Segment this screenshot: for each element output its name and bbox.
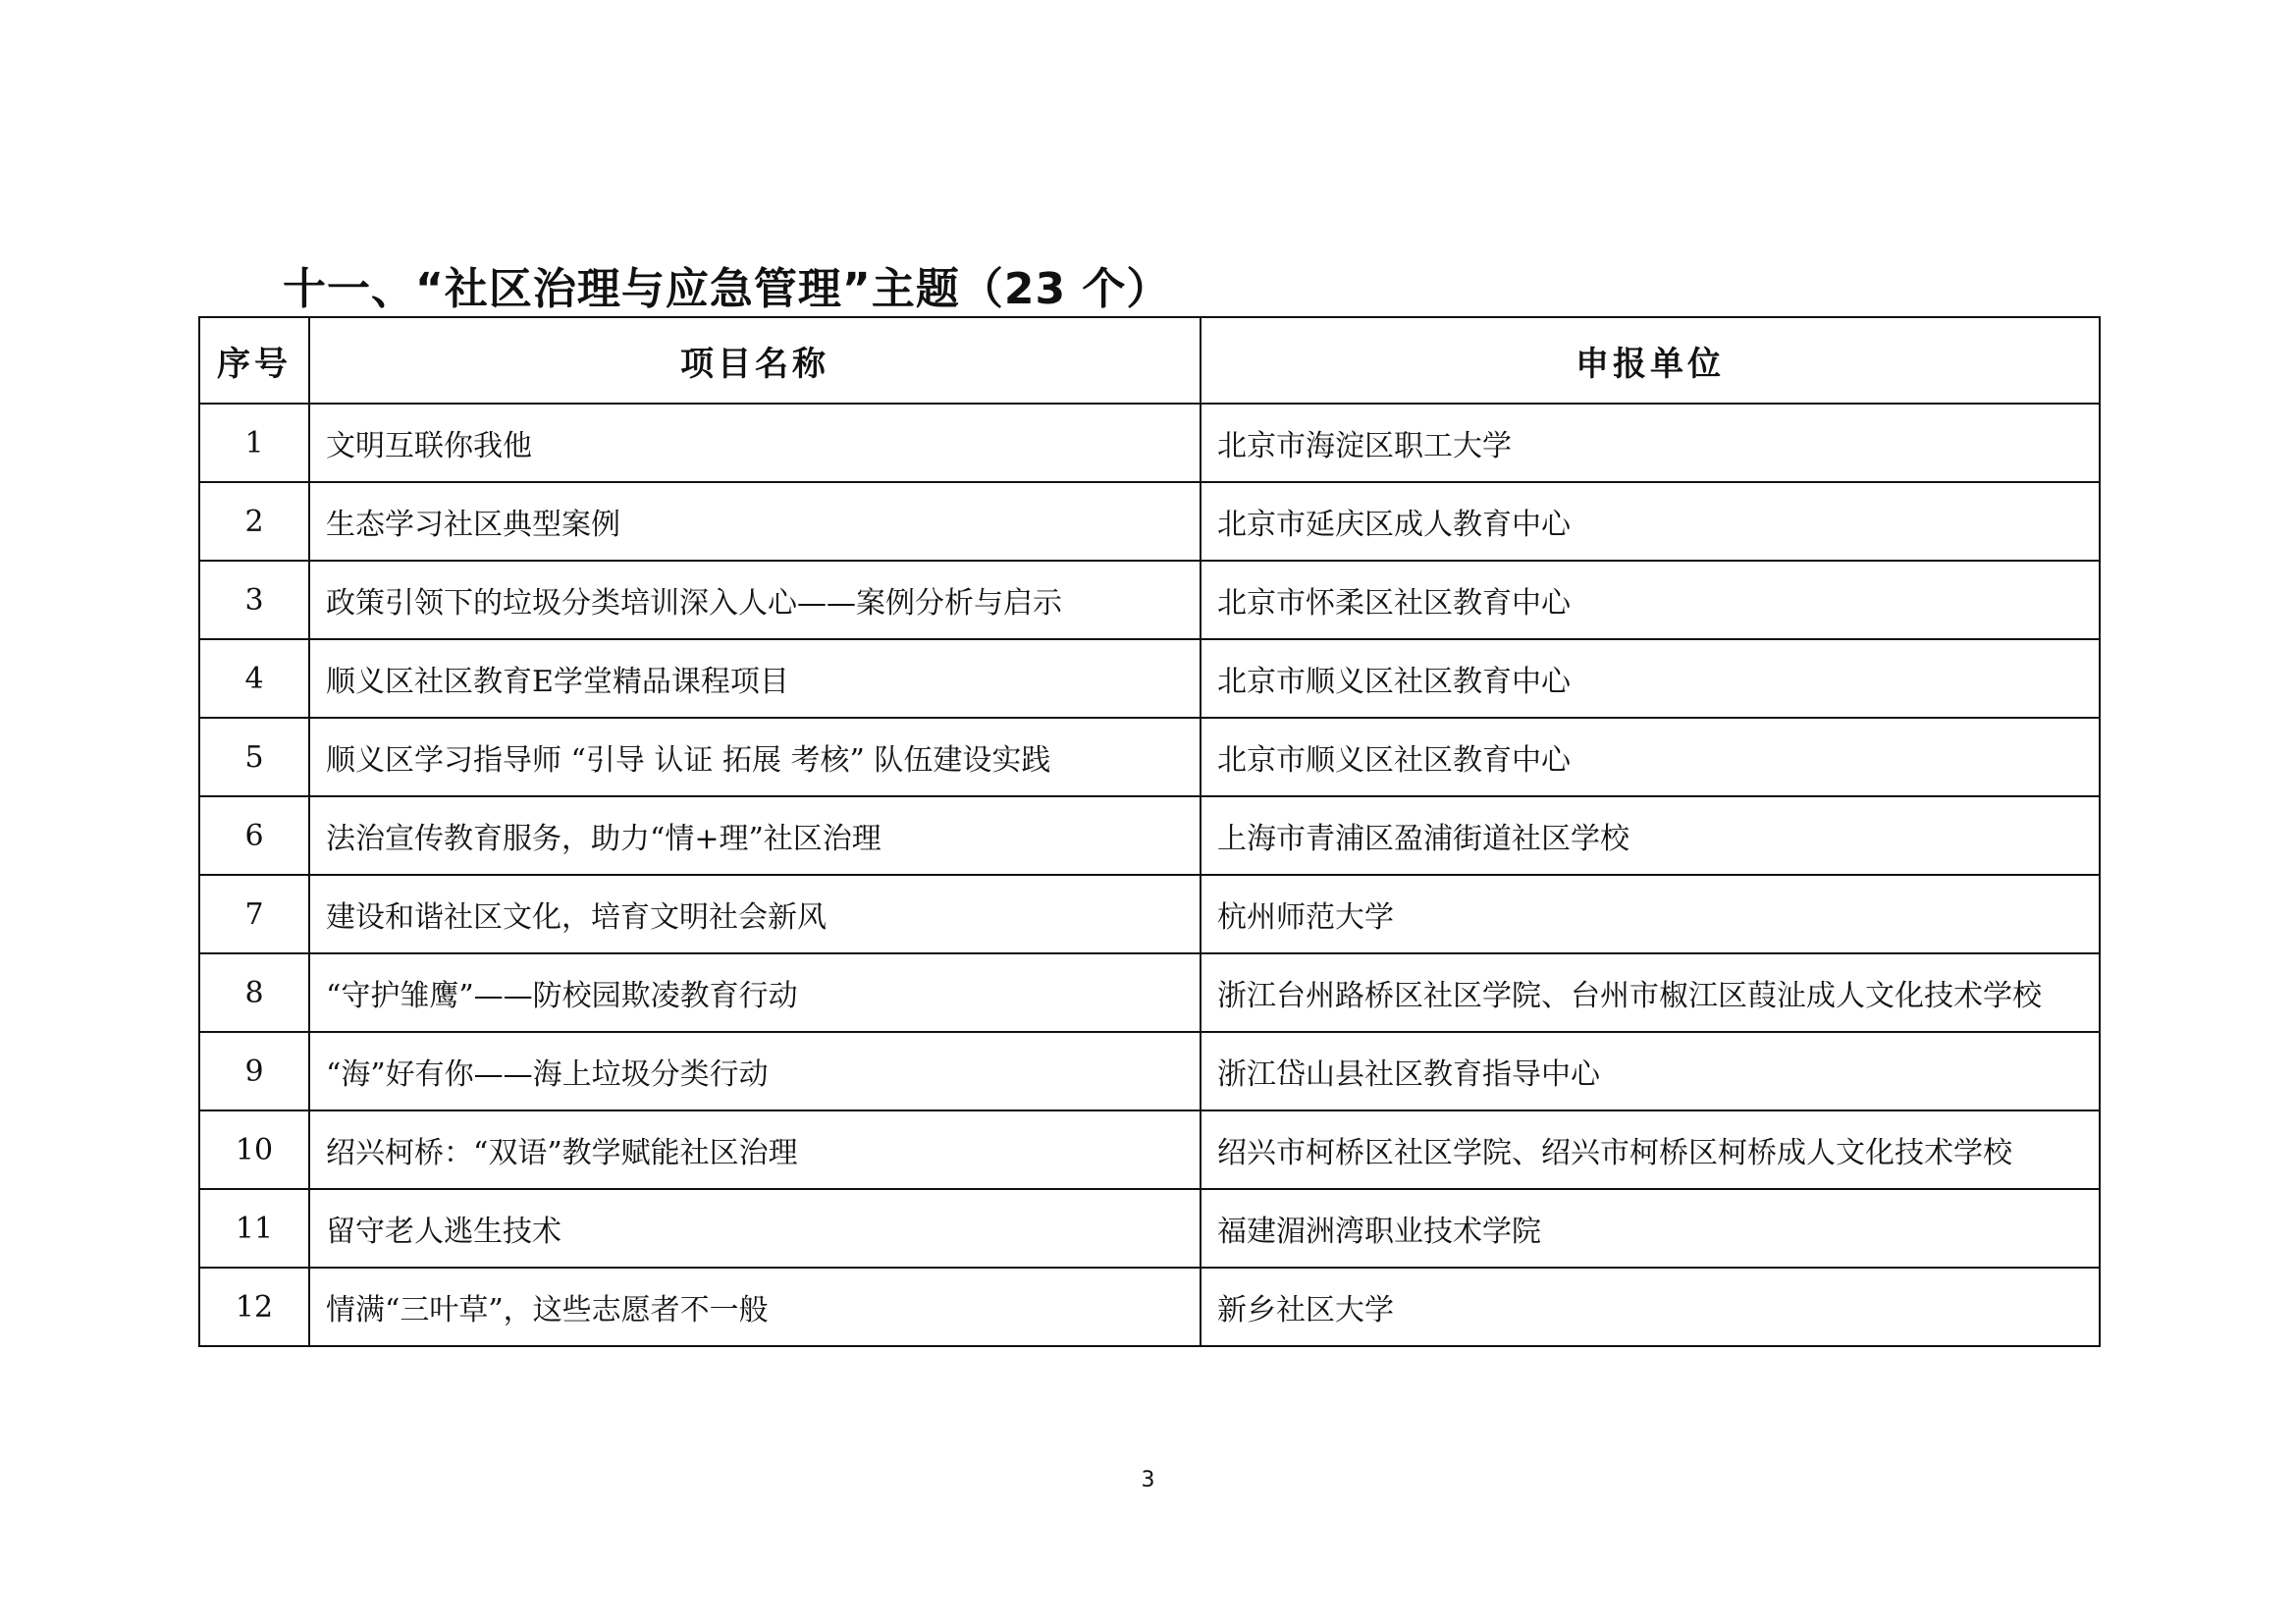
table-row: [199, 1189, 2100, 1268]
project-name: 顺义区社区教育E学堂精品课程项目: [309, 639, 1201, 718]
row-number: 3: [199, 561, 309, 639]
applicant-unit: 浙江岱山县社区教育指导中心: [1201, 1032, 2100, 1110]
project-name: 留守老人逃生技术: [309, 1189, 1201, 1268]
header-project-name: 项目名称: [309, 317, 1201, 404]
table-row: [199, 482, 2100, 561]
project-name: 文明互联你我他: [309, 404, 1201, 482]
row-number: 8: [199, 953, 309, 1032]
table-row: [199, 561, 2100, 639]
applicant-unit: 北京市顺义区社区教育中心: [1201, 639, 2100, 718]
applicant-unit: 北京市海淀区职工大学: [1201, 404, 2100, 482]
row-number: 6: [199, 796, 309, 875]
row-number: 1: [199, 404, 309, 482]
table-row: [199, 796, 2100, 875]
row-number: 7: [199, 875, 309, 953]
row-number: 12: [199, 1268, 309, 1346]
project-name: 生态学习社区典型案例: [309, 482, 1201, 561]
project-name: 情满“三叶草”，这些志愿者不一般: [309, 1268, 1201, 1346]
row-number: 2: [199, 482, 309, 561]
header-number: 序号: [199, 317, 309, 404]
page-number: 3: [1141, 1468, 1155, 1492]
row-number: 9: [199, 1032, 309, 1110]
applicant-unit: 北京市顺义区社区教育中心: [1201, 718, 2100, 796]
project-name: 顺义区学习指导师 “引导 认证 拓展 考核” 队伍建设实践: [309, 718, 1201, 796]
applicant-unit: 杭州师范大学: [1201, 875, 2100, 953]
row-number: 11: [199, 1189, 309, 1268]
table-header-row: [199, 317, 2100, 404]
applicant-unit: 浙江台州路桥区社区学院、台州市椒江区葭沚成人文化技术学校: [1201, 953, 2100, 1032]
table-row: [199, 1110, 2100, 1189]
row-number: 10: [199, 1110, 309, 1189]
applicant-unit: 福建湄洲湾职业技术学院: [1201, 1189, 2100, 1268]
table-row: [199, 404, 2100, 482]
applicant-unit: 新乡社区大学: [1201, 1268, 2100, 1346]
header-unit: 申报单位: [1201, 317, 2100, 404]
row-number: 5: [199, 718, 309, 796]
project-name: “守护雏鹰”——防校园欺凌教育行动: [309, 953, 1201, 1032]
applicant-unit: 北京市延庆区成人教育中心: [1201, 482, 2100, 561]
row-number: 4: [199, 639, 309, 718]
applicant-unit: 上海市青浦区盈浦街道社区学校: [1201, 796, 2100, 875]
applicant-unit: 北京市怀柔区社区教育中心: [1201, 561, 2100, 639]
project-name: 政策引领下的垃圾分类培训深入人心——案例分析与启示: [309, 561, 1201, 639]
project-name: 法治宣传教育服务，助力“情+理”社区治理: [309, 796, 1201, 875]
table-row: [199, 639, 2100, 718]
page-heading: 十一、“社区治理与应急管理”主题（23 个）: [283, 264, 1171, 314]
project-name: 绍兴柯桥：“双语”教学赋能社区治理: [309, 1110, 1201, 1189]
table-row: [199, 1268, 2100, 1346]
applicant-unit: 绍兴市柯桥区社区学院、绍兴市柯桥区柯桥成人文化技术学校: [1201, 1110, 2100, 1189]
project-table: [198, 316, 2101, 1347]
table-row: [199, 1032, 2100, 1110]
table-row: [199, 875, 2100, 953]
project-name: 建设和谐社区文化，培育文明社会新风: [309, 875, 1201, 953]
table-row: [199, 953, 2100, 1032]
table-row: [199, 718, 2100, 796]
project-name: “海”好有你——海上垃圾分类行动: [309, 1032, 1201, 1110]
